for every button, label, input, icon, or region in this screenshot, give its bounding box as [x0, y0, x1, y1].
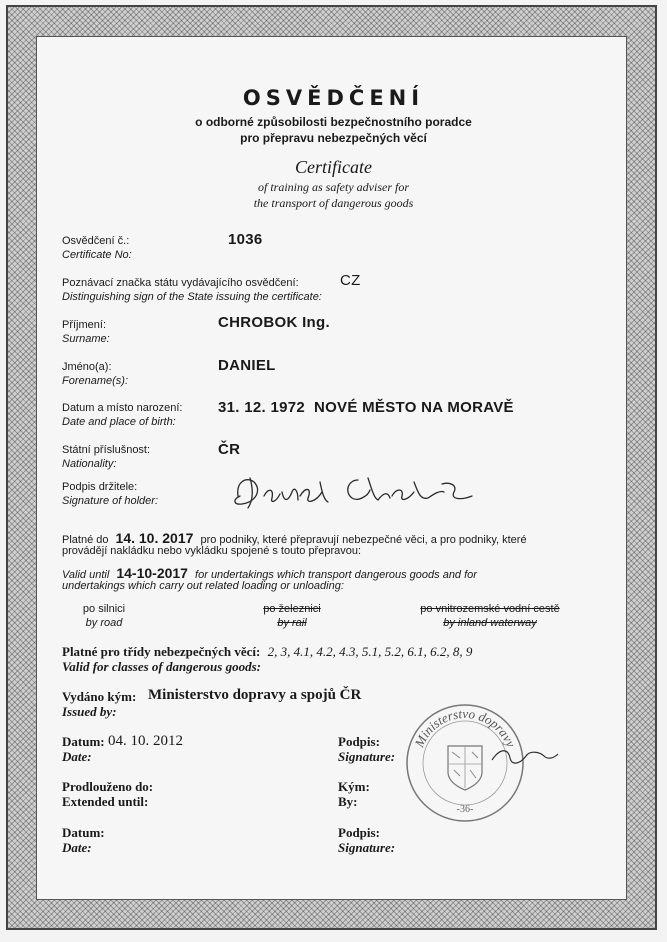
stamp-number: -36-: [456, 804, 474, 815]
birth-value: 31. 12. 1972 NOVÉ MĚSTO NA MORAVĚ: [218, 399, 514, 416]
surname-label-cs: Příjmení:: [62, 319, 107, 331]
nationality-value: ČR: [218, 441, 241, 458]
issued-label-en: Issued by:: [62, 704, 117, 719]
mode-waterway-en: by inland waterway: [443, 617, 537, 629]
by-label-en: By:: [338, 794, 358, 809]
date2-label-en: Date:: [62, 840, 92, 855]
validity-en-line-1: [62, 565, 477, 581]
validity-en-prefix: Valid until: [62, 569, 110, 581]
surname-value: CHROBOK Ing.: [218, 314, 330, 331]
extended-label-cs: Prodlouženo do:: [62, 779, 154, 794]
signature2-label-cs: Podpis:: [338, 825, 380, 840]
validity-cs-rest: pro podniky, které přepravují nebezpečné věci, a pro podniky, které: [200, 534, 527, 546]
signature-label-cs: Podpis držitele:: [62, 481, 138, 493]
certificate-title-en: Certificate: [295, 157, 372, 177]
date2-label-cs: Datum:: [62, 825, 105, 840]
signature-issuer-label-cs: Podpis:: [338, 734, 380, 749]
en-subtitle-line-1: of training as safety adviser for: [258, 180, 409, 194]
validity-en-date: 14-10-2017: [116, 565, 188, 581]
state-label-en: Distinguishing sign of the State issuing the certificate:: [62, 291, 322, 303]
validity-cs-date: 14. 10. 2017: [115, 530, 194, 546]
classes-label-en: Valid for classes of dangerous goods:: [62, 659, 261, 674]
extended-label-en: Extended until:: [62, 794, 149, 809]
mode-road-cs: po silnici: [82, 603, 126, 615]
holder-signature: [228, 462, 488, 514]
state-value: CZ: [340, 272, 361, 289]
signature-label-en: Signature of holder:: [62, 495, 159, 507]
issuer-signature: [490, 740, 560, 770]
forename-value: DANIEL: [218, 357, 276, 374]
cert-no-value: 1036: [228, 231, 263, 248]
classes-line: [62, 644, 472, 660]
validity-cs-line-2: provádějí nakládku nebo vykládku spojené s touto přepravou:: [62, 545, 362, 557]
date-label-en: Date:: [62, 749, 92, 764]
mode-rail-en: by rail: [277, 617, 307, 629]
coat-of-arms-icon: [448, 746, 482, 790]
surname-label-en: Surname:: [62, 333, 110, 345]
classes-values: 2, 3, 4.1, 4.2, 4.3, 5.1, 5.2, 6.1, 6.2, 8, 9: [267, 644, 473, 659]
en-subtitle-line-2: the transport of dangerous goods: [253, 196, 414, 210]
mode-rail-cs: po železnici: [263, 603, 321, 615]
subtitle-line-1: o odborné způsobilosti bezpečnostního poradce: [195, 115, 472, 129]
classes-label-cs: Platné pro třídy nebezpečných věcí:: [62, 644, 261, 659]
cert-no-label-cs: Osvědčení č.:: [62, 235, 130, 247]
validity-en-line-2: undertakings which carry out related loading or unloading:: [62, 580, 344, 592]
issued-label-cs: Vydáno kým:: [62, 689, 137, 704]
nationality-label-cs: Státní příslušnost:: [62, 444, 151, 456]
date-value: 04. 10. 2012: [108, 733, 183, 749]
state-label-cs: Poznávací značka státu vydávajícího osvědčení:: [62, 277, 299, 289]
validity-cs-prefix: Platné do: [62, 534, 109, 546]
certificate-title-cs: OSVĚDČENÍ: [242, 86, 425, 110]
forename-label-cs: Jméno(a):: [62, 361, 112, 373]
by-label-cs: Kým:: [338, 779, 370, 794]
mode-road-en: by road: [85, 617, 123, 629]
birth-label-cs: Datum a místo narození:: [62, 402, 183, 414]
subtitle-line-2: pro přepravu nebezpečných věcí: [240, 131, 427, 145]
nationality-label-en: Nationality:: [62, 458, 117, 470]
birth-label-en: Date and place of birth:: [62, 416, 176, 428]
forename-label-en: Forename(s):: [62, 375, 129, 387]
validity-en-rest: for undertakings which transport dangerous goods and for: [195, 569, 477, 581]
cert-no-label-en: Certificate No:: [62, 249, 132, 261]
signature-issuer-label-en: Signature:: [338, 749, 396, 764]
validity-cs-line-1: [62, 530, 527, 546]
stamp-text: Ministerstvo dopravy: [411, 705, 519, 750]
issued-value: Ministerstvo dopravy a spojů ČR: [148, 687, 362, 703]
signature2-label-en: Signature:: [338, 840, 396, 855]
mode-waterway-cs: po vnitrozemské vodní cestě: [420, 603, 560, 615]
date-label-cs: Datum:: [62, 734, 105, 749]
